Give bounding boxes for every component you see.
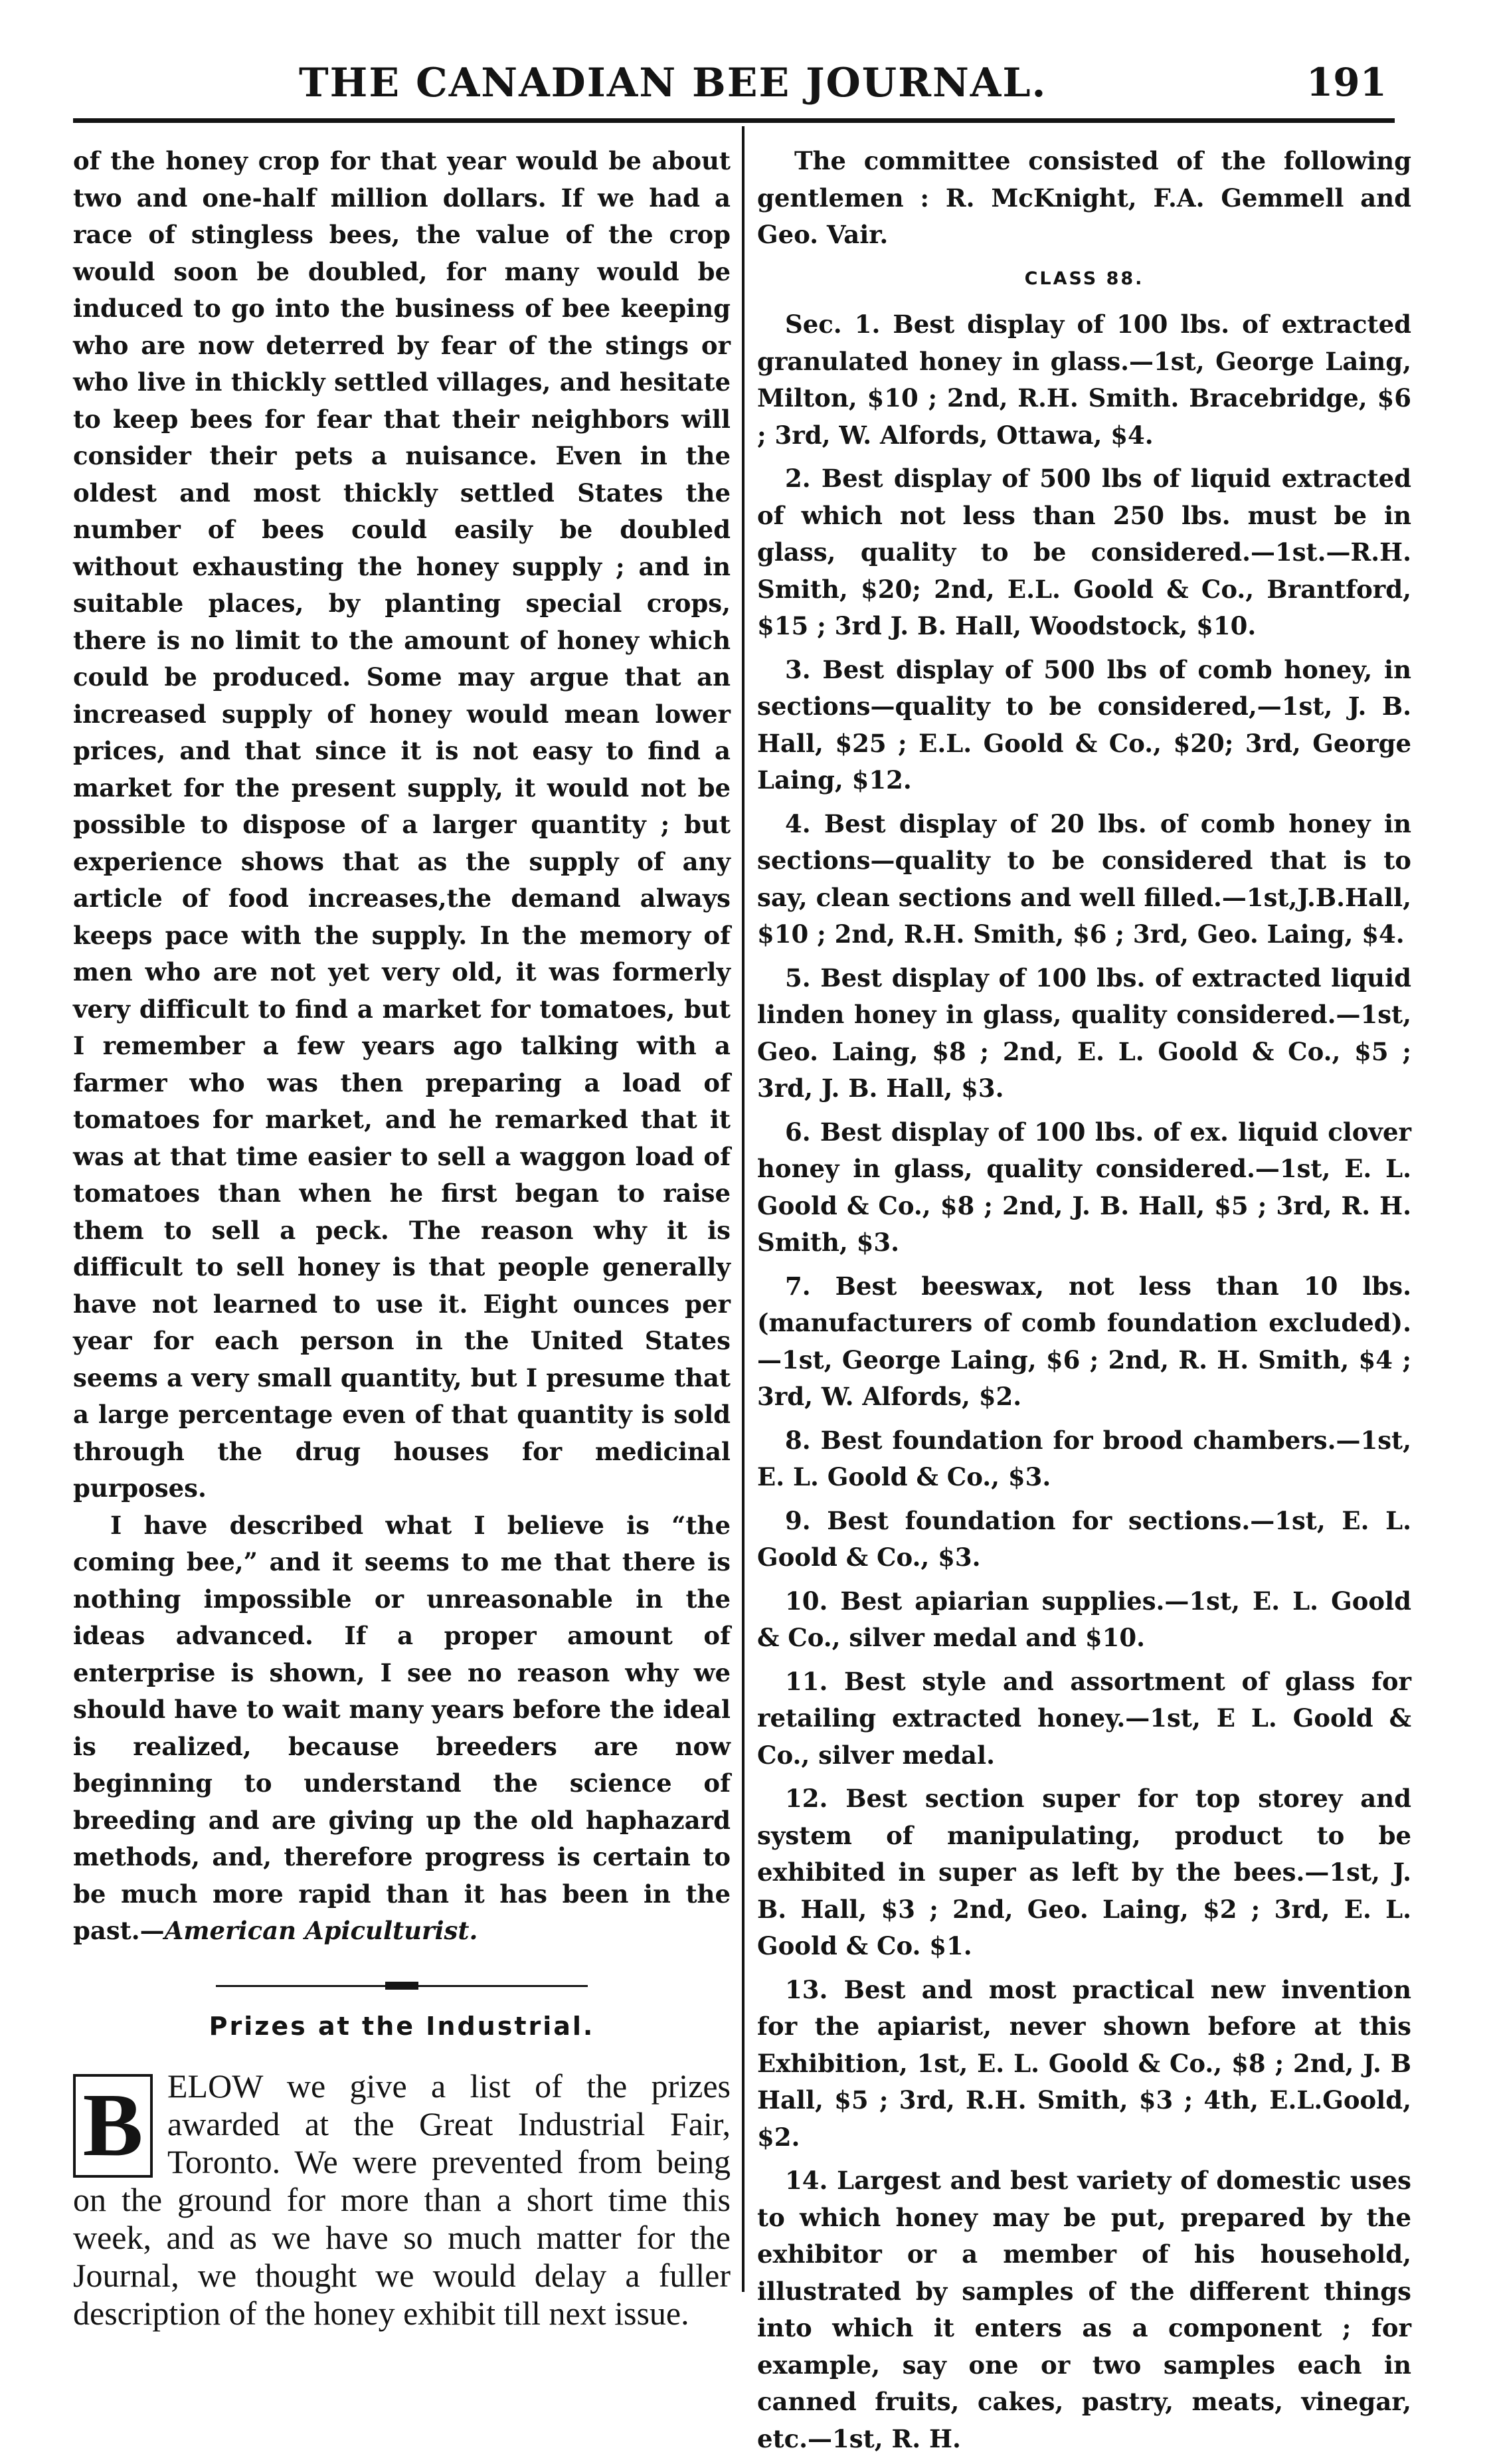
prize-entry: 3. Best display of 500 lbs of comb honey, in sections—quality to be considered,—1st, J. B. Hall, $25 ; E.L. Goold & Co., $20; 3rd, George Laing, $12.: [757, 654, 1411, 795]
page-number: 191: [1306, 60, 1387, 105]
committee-note: The committee consisted of the following gentlemen : R. McKnight, F.A. Gemmell and Geo. Vair.: [757, 146, 1411, 249]
intro-text: ELOW we give a list of the prizes awarded at the Great Industrial Fair, Toronto. We were prevented from being on the ground for more than a short time this week, and as we have so much matter for the Journal, we thought we would delay a fuller description of the honey exhibit till next issue.: [73, 2067, 731, 2332]
article-paragraph-closing: [73, 1507, 731, 1950]
prize-entry: 11. Best style and assortment of glass for retailing extracted honey.—1st, E L. Goold & Co., silver medal.: [757, 1666, 1411, 1770]
section-heading: Prizes at the Industrial.: [209, 2011, 595, 2041]
source-attribution: American Apiculturist.: [164, 1916, 478, 1945]
prize-entry: 2. Best display of 500 lbs of liquid extracted of which not less than 250 lbs. must be in glass, quality to be considered.—1st.—R.H. Smith, $20; 2nd, E.L. Goold & Co., Brantford, $15 ; 3rd J. B. Hall, Woodstock, $10.: [757, 464, 1411, 640]
left-column: [73, 143, 731, 2332]
right-column: [757, 143, 1411, 2464]
prize-entry: 9. Best foundation for sections.—1st, E. L. Goold & Co., $3.: [757, 1505, 1411, 1572]
closing-text: I have described what I believe is “the coming bee,” and it seems to me that there is nothing impossible or unreasonable in the ideas advanced. If a proper amount of enterprise is shown, I see no reason why we should have to wait many years before the ideal is realized, because breeders are now beginning to understand the science of breeding and are giving up the old haphazard methods, and, therefore progress is certain to be much more rapid than it has been in the past.—: [73, 1510, 731, 1945]
prize-entry: 8. Best foundation for brood chambers.—1st, E. L. Goold & Co., $3.: [757, 1425, 1411, 1491]
prize-entry: 13. Best and most practical new invention for the apiarist, never shown before at this Exhibition, 1st, E. L. Goold & Co., $8 ; 2nd, J. B Hall, $5 ; 3rd, R.H. Smith, $3 ; 4th, E.L.Goold, $2.: [757, 1974, 1411, 2152]
intro-paragraph: [73, 2067, 731, 2332]
page-header: [73, 58, 1395, 106]
prize-entry: 5. Best display of 100 lbs. of extracted liquid linden honey in glass, quality considered.—1st, Geo. Laing, $8 ; 2nd, E. L. Goold & Co., $5 ; 3rd, J. B. Hall, $3.: [757, 963, 1411, 1103]
ornament-knot: [385, 1982, 418, 1990]
running-title: THE CANADIAN BEE JOURNAL.: [299, 60, 1047, 106]
class-heading: CLASS 88.: [1024, 268, 1144, 289]
prize-entry: 6. Best display of 100 lbs. of ex. liquid clover honey in glass, quality considered.—1st, E. L. Goold & Co., $8 ; 2nd, J. B. Hall, $5 ; 3rd, R. H. Smith, $3.: [757, 1117, 1411, 1257]
prize-entry: 10. Best apiarian supplies.—1st, E. L. Goold & Co., silver medal and $10.: [757, 1586, 1411, 1652]
prize-entry: Sec. 1. Best display of 100 lbs. of extracted granulated honey in glass.—1st, George Laing, Milton, $10 ; 2nd, R.H. Smith. Bracebridge, $6 ; 3rd, W. Alfords, Ottawa, $4.: [757, 310, 1411, 450]
prize-entry: 12. Best section super for top storey and system of manipulating, product to be exhibited in super as left by the bees.—1st, J. B. Hall, $3 ; 2nd, Geo. Laing, $2 ; 3rd, E. L. Goold & Co. $1.: [757, 1784, 1411, 1960]
article-paragraph: of the honey crop for that year would be about two and one-half million dollars. If we had a race of stingless bees, the value of the crop would soon be doubled, for many would be induced to go into the business of bee keeping who are now deterred by fear of the stings or who live in thickly settled villages, and hesitate to keep bees for fear that their neighbors will consider their pets a nuisance. Even in the oldest and most thickly settled States the number of bees could easily be doubled without exhausting the honey supply ; and in suitable places, by planting special crops, there is no limit to the amount of honey which could be produced. Some may argue that an increased supply of honey would mean lower prices, and that since it is not easy to find a market for the present supply, it would not be possible to dispose of a larger quantity ; but experience shows that as the supply of any article of food increases,the demand always keeps pace with the supply. In the memory of men who are not yet very old, it was formerly very difficult to find a market for tomatoes, but I remember a few years ago talking with a farmer who was then preparing a load of tomatoes for market, and he remarked that it was at that time easier to sell a waggon load of tomatoes than when he first began to raise them to sell a peck. The reason why it is difficult to sell honey is that people generally have not learned to use it. Eight ounces per year for each person in the United States seems a very small quantity, but I presume that a large percentage even of that quantity is sold through the drug houses for medicinal purposes.: [73, 146, 731, 1503]
prize-entry: 4. Best display of 20 lbs. of comb honey in sections—quality to be considered that is to say, clean sections and well filled.—1st,J.B.Hall, $10 ; 2nd, R.H. Smith, $6 ; 3rd, Geo. Laing, $4.: [757, 808, 1411, 949]
prize-entry: 7. Best beeswax, not less than 10 lbs. (manufacturers of comb foundation excluded).—1st, George Laing, $6 ; 2nd, R. H. Smith, $4 ; 3rd, W. Alfords, $2.: [757, 1271, 1411, 1411]
column-divider: [742, 126, 745, 2292]
drop-cap: B: [73, 2074, 153, 2178]
section-ornament: [216, 1982, 588, 1990]
prize-entry: 14. Largest and best variety of domestic uses to which honey may be put, prepared by the exhibitor or a member of his household, illustrated by samples of the different things into which it enters as a component ; for example, say one or two samples each in canned fruits, cakes, pastry, meats, vinegar, etc.—1st, R. H.: [757, 2166, 1411, 2453]
header-rule: [73, 118, 1395, 123]
